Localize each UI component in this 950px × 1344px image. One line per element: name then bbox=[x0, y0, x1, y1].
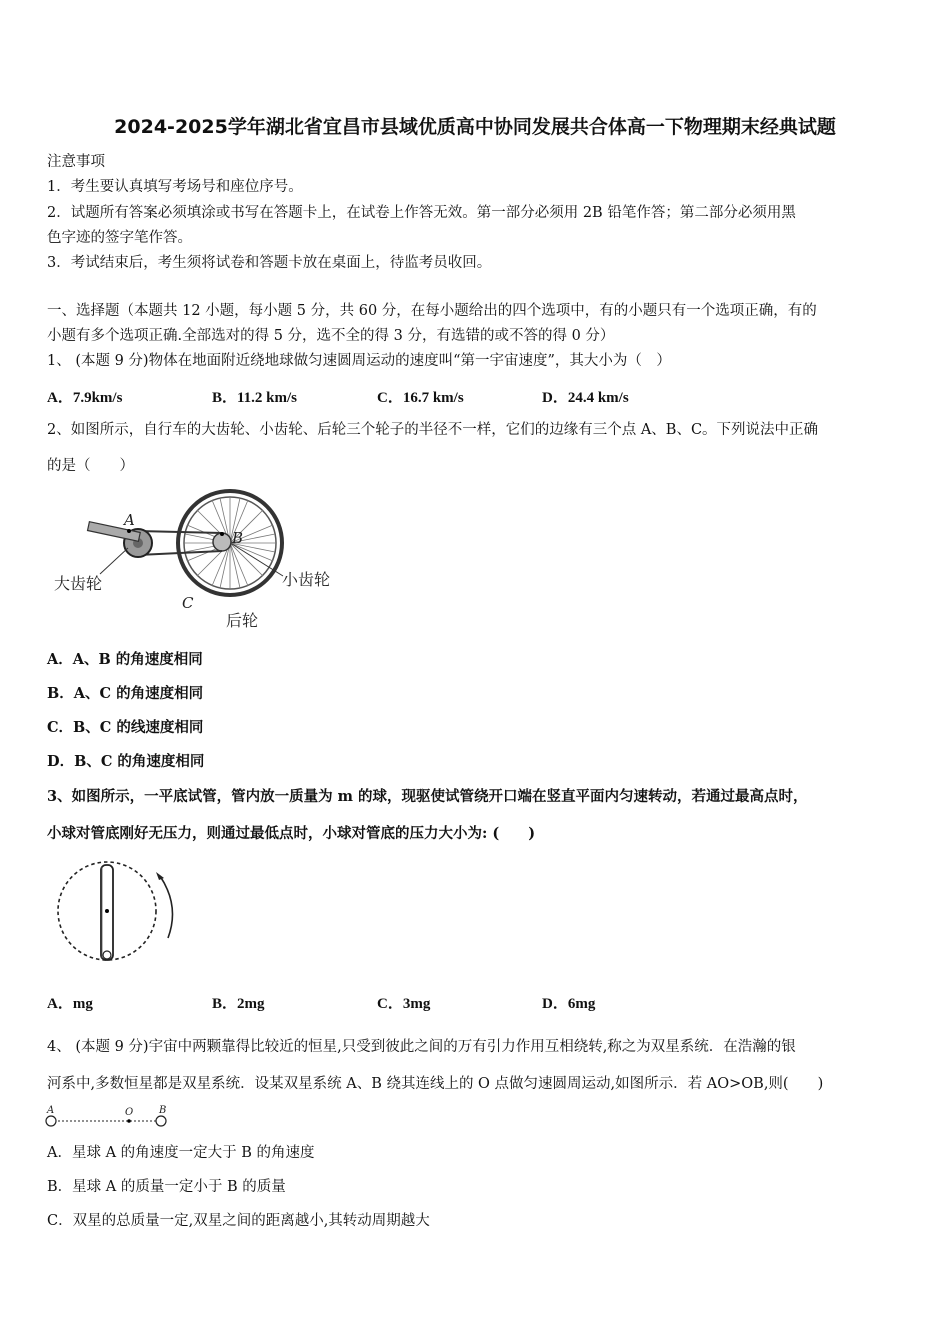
section-header-line1: 一、选择题（本题共 12 小题，每小题 5 分，共 60 分，在每小题给出的四个选项中，有的小题只有一个选项正确，有的 bbox=[47, 303, 817, 319]
label-big-gear: 大齿轮 bbox=[54, 574, 103, 593]
section-header-line2: 小题有多个选项正确.全部选对的得 5 分，选不全的得 3 分，有选错的或不答的得 0 分） bbox=[47, 328, 615, 344]
q2-stem-line1: 2、如图所示，自行车的大齿轮、小齿轮、后轮三个轮子的半径不一样，它们的边缘有三个点 A、B、C。下列说法中正确 bbox=[47, 422, 819, 438]
q4-option-b: B．星球 A 的质量一定小于 B 的质量 bbox=[47, 1179, 286, 1195]
q2-option-c: C．B、C 的线速度相同 bbox=[47, 719, 204, 736]
q4-stem-line1: 4、 (本题 9 分)宇宙中两颗靠得比较近的恒星,只受到彼此之间的万有引力作用互相绕转,称之为双星系统．在浩瀚的银 bbox=[47, 1039, 796, 1055]
label-a: A bbox=[124, 511, 135, 529]
chain-top bbox=[138, 531, 222, 533]
q2-stem-line2: 的是（ ） bbox=[47, 458, 134, 474]
q4-option-c: C．双星的总质量一定,双星之间的距离越小,其转动周期越大 bbox=[47, 1213, 430, 1229]
bicycle-gear-figure bbox=[50, 486, 342, 634]
notice-item-3: 3．考试结束后，考生须将试卷和答题卡放在桌面上，待监考员收回。 bbox=[47, 255, 492, 271]
page-title: 2024-2025学年湖北省宜昌市县域优质高中协同发展共合体高一下物理期末经典试题 bbox=[114, 116, 836, 138]
notice-item-2: 2．试题所有答案必须填涂或书写在答题卡上，在试卷上作答无效。第一部分必须用 2B 铅笔作答；第二部分必须用黑 bbox=[47, 205, 796, 221]
notice-item-1: 1．考生要认真填写考场号和座位序号。 bbox=[47, 179, 303, 195]
test-tube-rotation-figure bbox=[48, 858, 188, 968]
label-c: C bbox=[182, 594, 194, 612]
label-star-a: A bbox=[47, 1105, 55, 1116]
q1-option-d: D．24.4 km/s bbox=[542, 390, 629, 406]
label-rear-wheel: 后轮 bbox=[226, 611, 259, 630]
label-b: B bbox=[232, 529, 244, 547]
label-small-gear: 小齿轮 bbox=[282, 570, 331, 589]
center-o bbox=[127, 1119, 131, 1123]
binary-star-figure bbox=[44, 1103, 174, 1131]
q4-stem-line2: 河系中,多数恒星都是双星系统．设某双星系统 A、B 绕其连线上的 O 点做匀速圆周运动,如图所示．若 AO>OB,则( ) bbox=[47, 1076, 824, 1092]
q1-option-b: B．11.2 km/s bbox=[212, 390, 298, 406]
rotation-arrow bbox=[160, 876, 173, 938]
q4-option-a: A．星球 A 的角速度一定大于 B 的角速度 bbox=[47, 1145, 315, 1161]
notice-heading: 注意事项 bbox=[47, 154, 105, 170]
star-a bbox=[46, 1116, 56, 1126]
ball bbox=[105, 909, 109, 913]
q3-stem-line1: 3、如图所示，一平底试管，管内放一质量为 m 的球，现驱使试管绕开口端在竖直平面内匀速转动，若通过最高点时， bbox=[47, 788, 808, 805]
q2-option-b: B．A、C 的角速度相同 bbox=[47, 685, 204, 702]
q3-option-d: D．6mg bbox=[542, 996, 596, 1012]
q2-option-a: A．A、B 的角速度相同 bbox=[47, 651, 203, 668]
q1-option-c: C．16.7 km/s bbox=[377, 390, 464, 406]
notice-item-2-cont: 色字迹的签字笔作答。 bbox=[47, 230, 192, 246]
q3-stem-line2: 小球对管底刚好无压力，则通过最低点时，小球对管底的压力大小为: ( ) bbox=[47, 825, 536, 842]
q3-option-c: C．3mg bbox=[377, 996, 431, 1012]
label-star-b: B bbox=[159, 1105, 167, 1116]
q3-option-b: B．2mg bbox=[212, 996, 265, 1012]
q1-option-a: A．7.9km/s bbox=[47, 390, 123, 406]
q2-option-d: D．B、C 的角速度相同 bbox=[47, 753, 205, 770]
q3-option-a: A．mg bbox=[47, 996, 93, 1012]
label-center-o: O bbox=[125, 1107, 134, 1118]
star-b bbox=[156, 1116, 166, 1126]
q1-stem: 1、 (本题 9 分)物体在地面附近绕地球做匀速圆周运动的速度叫“第一宇宙速度”，其大小为（ ） bbox=[47, 353, 671, 369]
